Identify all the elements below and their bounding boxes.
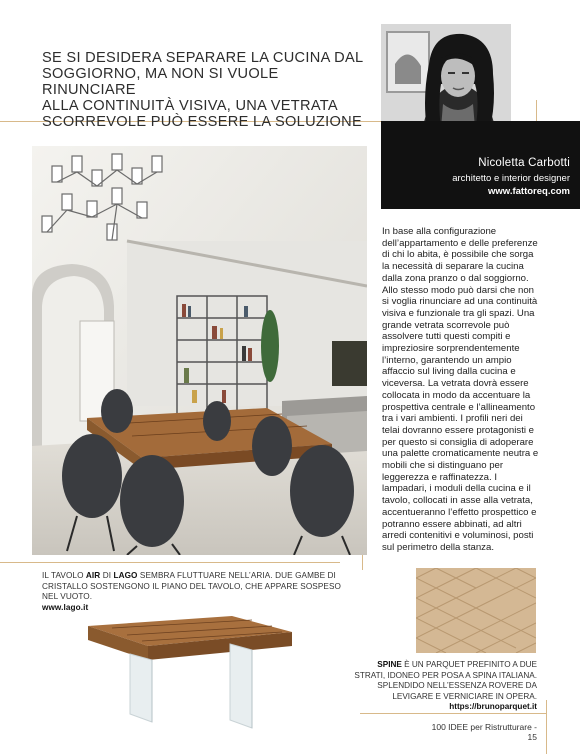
footer-rule <box>360 713 546 714</box>
caption-spine-product: SPINE <box>377 660 402 669</box>
caption-lago-part-3: SEMBRA FLUTTUARE NELL’ARIA. DUE GAMBE DI CRISTALLO SOSTENGONO IL PIANO DEL TAVOLO, CHE APPARE SOSPESO NEL VUOTO. <box>42 571 342 602</box>
air-table-product-image <box>82 610 298 735</box>
headline-line-4: SCORREVOLE PUÒ ESSERE LA SOLUZIONE <box>42 114 363 130</box>
page-folio: 100 IDEE per Ristrutturare - 15 <box>431 722 537 742</box>
spine-parquet-image <box>416 568 536 653</box>
caption-spine-url[interactable]: https://brunoparquet.it <box>449 702 537 712</box>
caption-lago-brand: LAGO <box>113 571 138 580</box>
designer-name: Nicoletta Carbotti <box>478 157 570 169</box>
page-headline <box>42 50 372 130</box>
designer-website-link[interactable]: www.fattoreq.com <box>488 186 570 197</box>
caption-spine-text: È UN PARQUET PREFINITO A DUE STRATI, IDONEO PER POSA A SPINA ITALIANA. SPLENDIDO NELL’ESSENZA ROVERE DA LEVIGARE E VERNICIARE IN OPERA. <box>354 660 537 701</box>
caption-lago-product: AIR <box>85 571 101 580</box>
footer-rule-vertical <box>546 700 547 754</box>
caption-lago-url[interactable]: www.lago.it <box>42 602 89 612</box>
headline-line-3: ALLA CONTINUITÀ VISIVA, UNA VETRATA <box>42 98 338 114</box>
headline-line-1: SE SI DESIDERA SEPARARE LA CUCINA DAL <box>42 50 364 66</box>
article-body-text: In base alla configurazione dell’appartamento e delle preferenze di chi lo abita, è possibile che sorga la necessità di separare la cucina dalla zona pranzo o dal soggiorno. Allo stesso modo può darsi che non si voglia rinunciare ad una continuità visiva e funzionale tra gli spazi. Una grande vetrata scorrevole può assolvere tutti questi compiti e impreziosire sorprendentemente l’interno, garantendo un ampio affaccio sul living dalla cucina e viceversa. La vetrata dovrà essere collocata in modo da accentuare la prospettiva centrale e l’allineamento tra i vari ambienti. I profili neri dei telai dovranno essere protagonisti e per questo si consiglia di adoperare una palette cromaticamente neutra e mobili che si distinguano per leggerezza e raffinatezza. I lampadari, i moduli della cucina e il tavolo, collocati in asse alla vetrata, accentueranno l’effetto prospettico e potranno essere abbinati, ad altri arredi contenitivi e voluminosi, posti sul perimetro della stanza. <box>382 226 539 553</box>
caption-lago-part-1: IL TAVOLO <box>42 571 86 580</box>
interior-illustration <box>32 146 367 555</box>
caption-lago-part-2: DI <box>100 571 114 580</box>
designer-info-card <box>381 121 580 209</box>
headline-line-2: SOGGIORNO, MA NON SI VUOLE RINUNCIARE <box>42 66 279 98</box>
designer-role: architetto e interior designer <box>452 173 570 184</box>
caption-spine-parquet <box>346 660 537 713</box>
caption-rule <box>0 562 340 563</box>
caption-lago-table <box>42 571 352 613</box>
